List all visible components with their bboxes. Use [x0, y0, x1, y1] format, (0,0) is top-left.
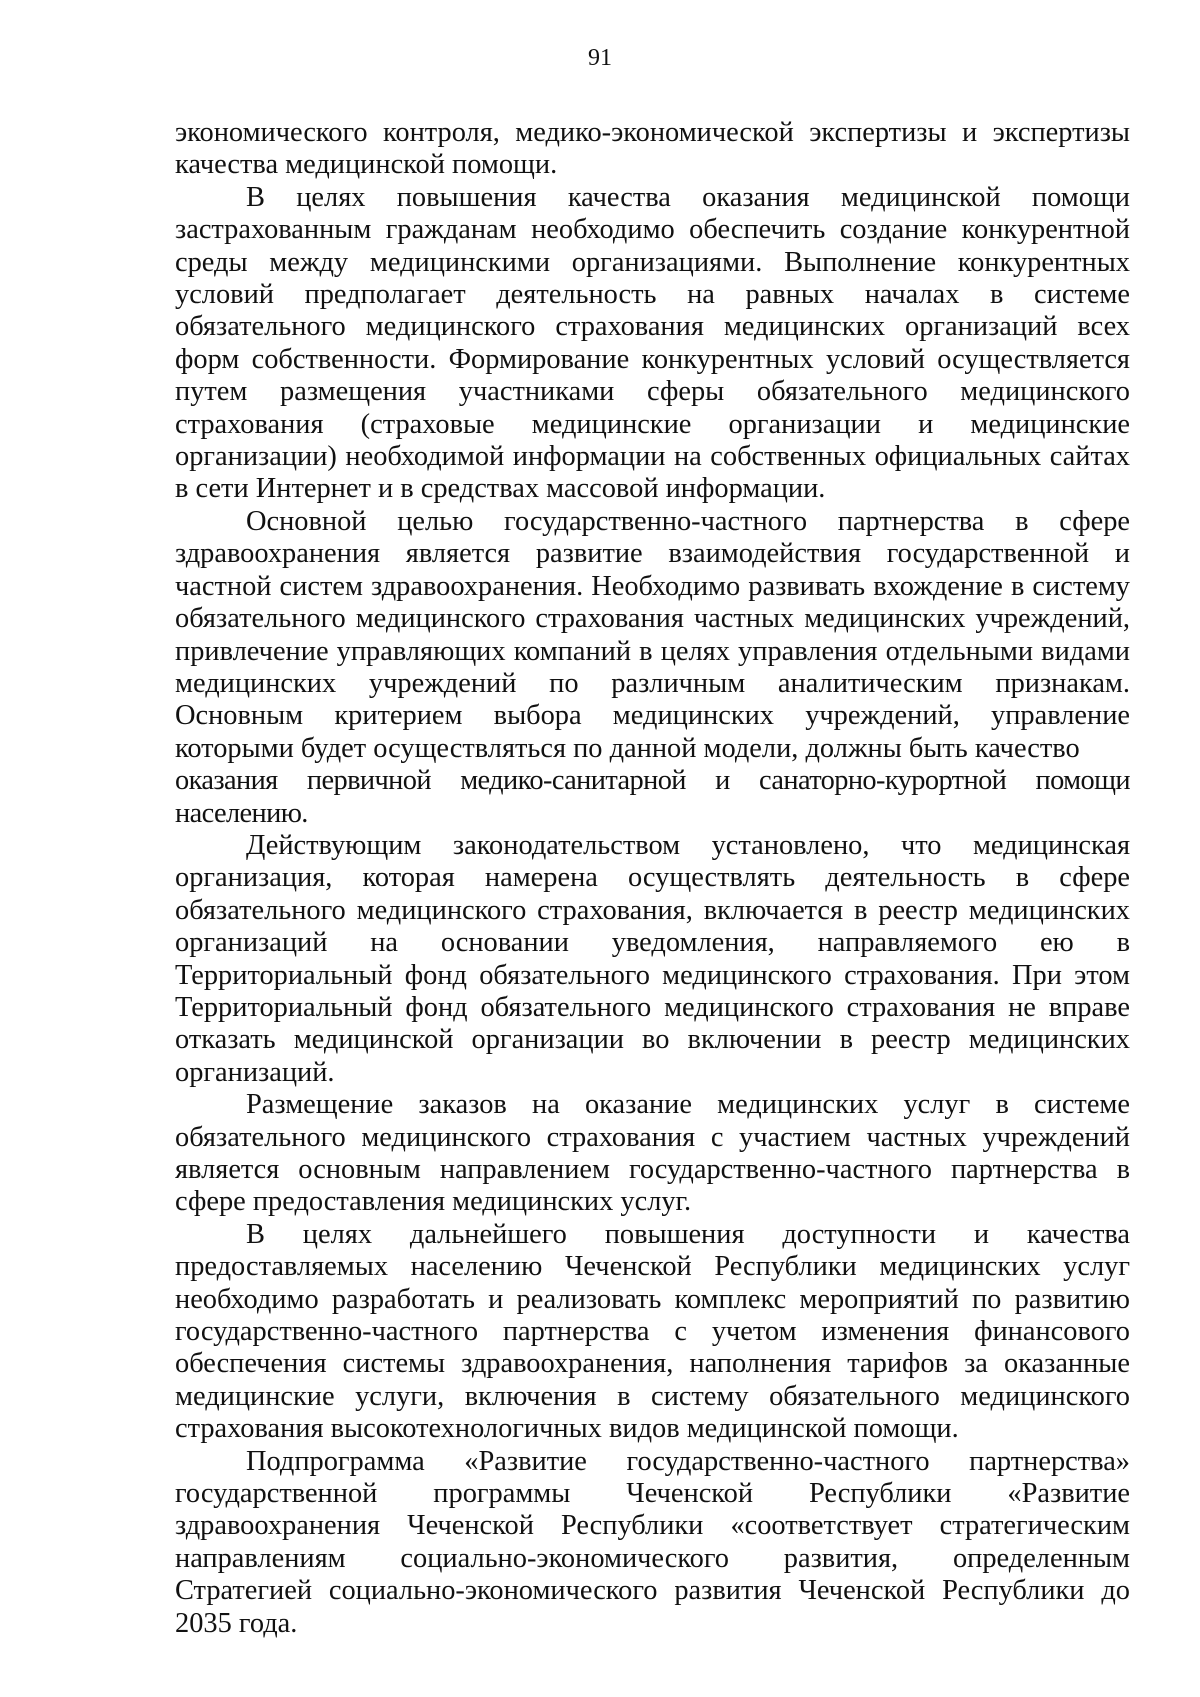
page-number: 91: [588, 45, 612, 71]
body-text: [175, 117, 1130, 1640]
paragraph-accessibility-measures: В целях дальнейшего повышения доступности и качества предоставляемых населению Чеченской Республики медицинских услуг необходимо разработать и реализовать комплекс мероприятий по развитию государственно-частного партнерства с учетом изменения финансового обеспечения системы здравоохранения, наполнения тарифов за оказанные медицинские услуги, включения в систему обязательного медицинского страхования высокотехнологичных видов медицинской помощи.: [175, 1218, 1130, 1445]
paragraph-orders-placement: Размещение заказов на оказание медицинских услуг в системе обязательного медицинского страхования с участием частных учреждений является основным направлением государственно-частного партнерства в сфере предоставления медицинских услуг.: [175, 1089, 1130, 1218]
paragraph-continuation: экономического контроля, медико-экономической экспертизы и экспертизы качества медицинской помощи.: [175, 117, 1130, 181]
paragraph-public-private-goal: Основной целью государственно-частного партнерства в сфере здравоохранения является развитие взаимодействия государственной и частной систем здравоохранения. Необходимо развивать вхождение в систему обязательного медицинского страхования частных медицинских учреждений, привлечение управляющих компаний в целях управления отдельными видами медицинских учреждений по различным аналитическим признакам. Основным критерием выбора медицинских учреждений, управление которыми будет осуществляться по данной модели, должны быть качество: [175, 505, 1130, 764]
paragraph-competitive-environment: В целях повышения качества оказания медицинской помощи застрахованным гражданам необходимо обеспечить создание конкурентной среды между медицинскими организациями. Выполнение конкурентных условий предполагает деятельность на равных началах в системе обязательного медицинского страхования медицинских организаций всех форм собственности. Формирование конкурентных условий осуществляется путем размещения участниками сферы обязательного медицинского страхования (страховые медицинские организации и медицинские организации) необходимой информации на собственных официальных сайтах в сети Интернет и в средствах массовой информации.: [175, 181, 1130, 505]
paragraph-registry-legislation: Действующим законодательством установлено, что медицинская организация, которая намерена осуществлять деятельность в сфере обязательного медицинского страхования, включается в реестр медицинских организаций на основании уведомления, направляемого ею в Территориальный фонд обязательного медицинского страхования. При этом Территориальный фонд обязательного медицинского страхования не вправе отказать медицинской организации во включении в реестр медицинских организаций.: [175, 829, 1130, 1088]
paragraph-subprogram-strategy: Подпрограмма «Развитие государственно-частного партнерства» государственной программы Чеченской Республики «Развитие здравоохранения Чеченской Республики «соответствует стратегическим направлениям социально-экономического развития, определенным Стратегией социально-экономического развития Чеченской Республики до 2035 года.: [175, 1445, 1130, 1639]
paragraph-public-private-goal-last-line: оказания первичной медико-санитарной и санаторно-курортной помощи населению.: [175, 765, 1130, 829]
